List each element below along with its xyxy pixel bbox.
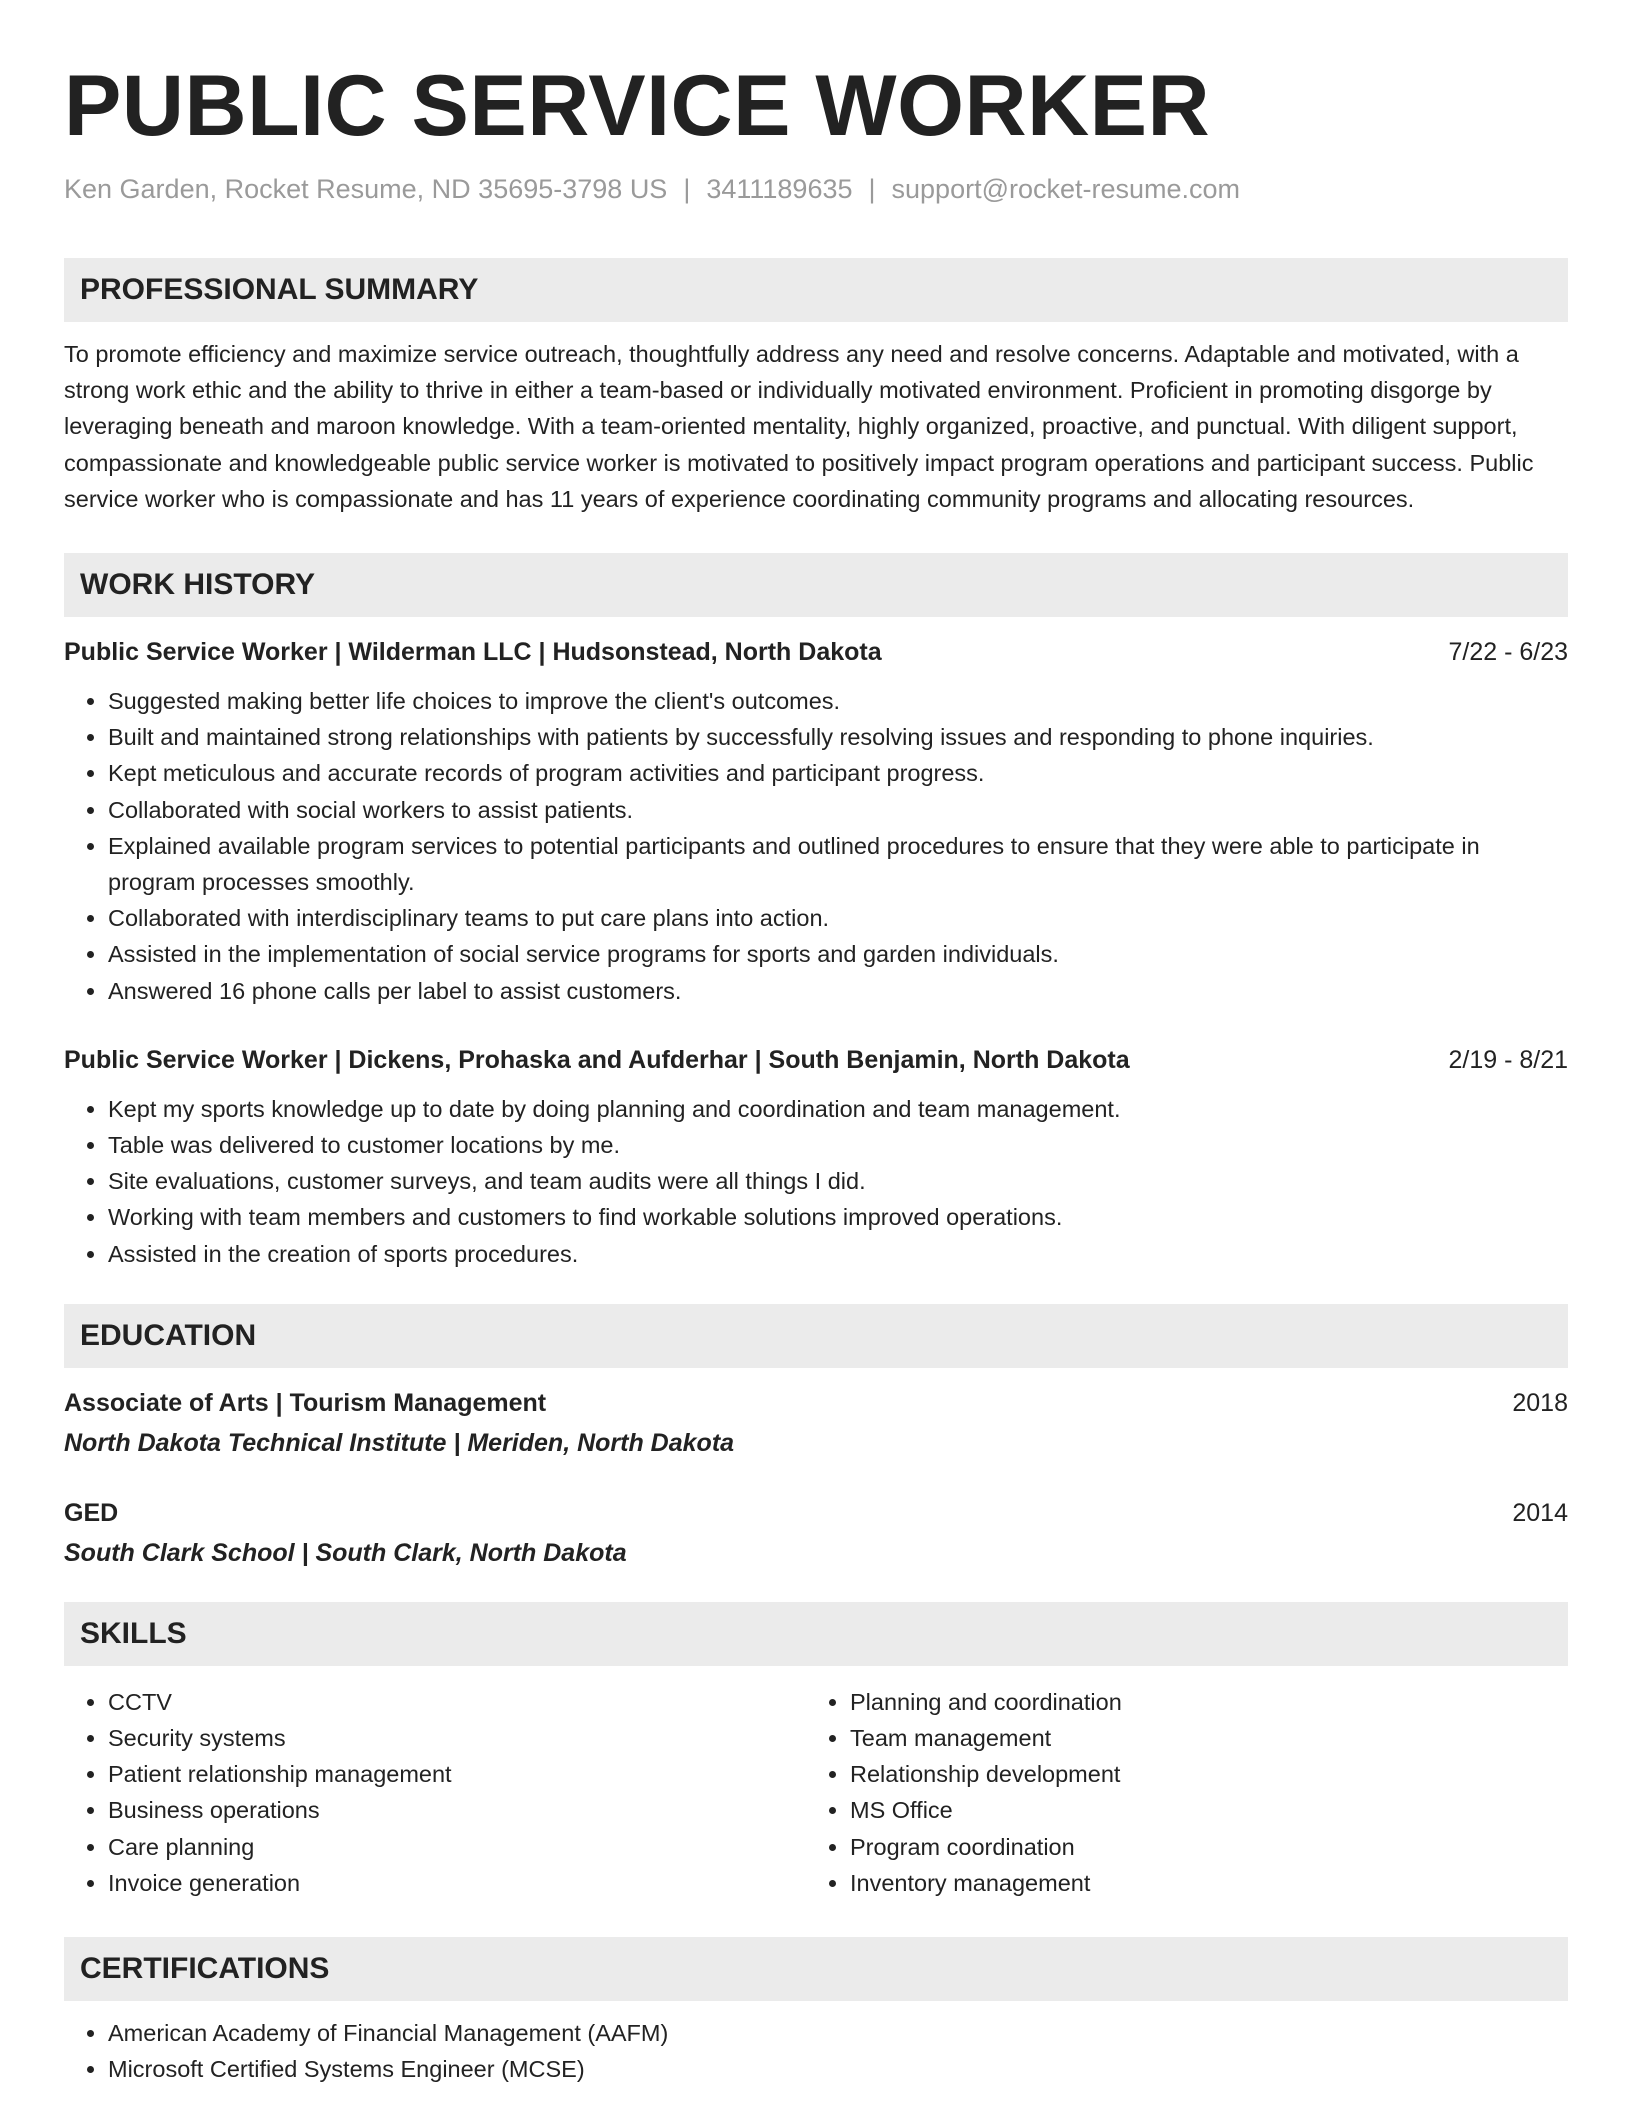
list-item: • Suggested making better life choices to improve the client's outcomes. (108, 683, 1568, 719)
list-item: • Answered 16 phone calls per label to assist customers. (108, 973, 1568, 1009)
list-item: • CCTV (108, 1684, 806, 1720)
list-item: • MS Office (850, 1792, 1548, 1828)
list-item: • Team management (850, 1720, 1548, 1756)
section-heading-skills: SKILLS (64, 1602, 1568, 1666)
education-degree: Associate of Arts | Tourism Management (64, 1388, 547, 1417)
contact-separator: | (868, 174, 876, 204)
education-year: 2018 (1512, 1388, 1568, 1417)
list-item: • Explained available program services to potential participants and outlined procedures to ensure that they were able to participate in program processes smoothly. (108, 828, 1568, 900)
list-item: • Relationship development (850, 1756, 1548, 1792)
section-heading-education: EDUCATION (64, 1304, 1568, 1368)
list-item: • Site evaluations, customer surveys, and team audits were all things I did. (108, 1163, 1568, 1199)
contact-separator: | (683, 174, 691, 204)
job-header (64, 635, 1568, 669)
contact-phone: 3411189635 (706, 174, 853, 204)
list-item: • Kept my sports knowledge up to date by doing planning and coordination and team management. (108, 1091, 1568, 1127)
list-item: • Patient relationship management (108, 1756, 806, 1792)
education-school: North Dakota Technical Institute | Meriden, North Dakota (64, 1428, 735, 1457)
contact-email: support@rocket-resume.com (891, 174, 1241, 204)
list-item: • Assisted in the implementation of social service programs for sports and garden individuals. (108, 936, 1568, 972)
education-header (64, 1496, 1568, 1530)
list-item: • Table was delivered to customer locations by me. (108, 1127, 1568, 1163)
list-item: • Assisted in the creation of sports procedures. (108, 1236, 1568, 1272)
contact-line (64, 172, 1568, 206)
list-item: • Collaborated with social workers to assist patients. (108, 792, 1568, 828)
education-degree: GED (64, 1498, 119, 1527)
list-item: • Kept meticulous and accurate records of program activities and participant progress. (108, 755, 1568, 791)
section-heading-certifications: CERTIFICATIONS (64, 1937, 1568, 2001)
job-dates: 2/19 - 8/21 (1448, 1045, 1568, 1074)
list-item: • Care planning (108, 1829, 806, 1865)
resume-name: PUBLIC SERVICE WORKER (64, 58, 1211, 154)
job-bullet-list (64, 1091, 1568, 1272)
list-item: • Security systems (108, 1720, 806, 1756)
job-title: Public Service Worker | Dickens, Prohaska and Aufderhar | South Benjamin, North Dakota (64, 1045, 1130, 1074)
list-item: • Microsoft Certified Systems Engineer (MCSE) (108, 2051, 1568, 2087)
education-header (64, 1386, 1568, 1420)
summary-text: To promote efficiency and maximize service outreach, thoughtfully address any need and resolve concerns. Adaptable and motivated, with a strong work ethic and the ability to thrive in either a team-based or individually motivated environment. Proficient in promoting disgorge by leveraging beneath and maroon knowledge. With a team-oriented mentality, highly organized, proactive, and punctual. With diligent support, compassionate and knowledgeable public service worker is motivated to positively impact program operations and participant success. Public service worker who is compassionate and has 11 years of experience coordinating community programs and allocating resources. (64, 341, 1534, 512)
job-header (64, 1043, 1568, 1077)
job-bullet-list (64, 683, 1568, 1009)
skills-columns (64, 1684, 1568, 1901)
list-item: • Program coordination (850, 1829, 1548, 1865)
section-heading-summary: PROFESSIONAL SUMMARY (64, 258, 1568, 322)
job-dates: 7/22 - 6/23 (1448, 638, 1568, 667)
list-item: • Working with team members and customers to find workable solutions improved operations. (108, 1199, 1568, 1235)
skills-list-right (806, 1684, 1548, 1901)
list-item: • Collaborated with interdisciplinary teams to put care plans into action. (108, 900, 1568, 936)
contact-address: Ken Garden, Rocket Resume, ND 35695-3798 US (64, 174, 668, 204)
list-item: • Business operations (108, 1792, 806, 1828)
certifications-list (64, 2015, 1568, 2087)
list-item: • Invoice generation (108, 1865, 806, 1901)
list-item: • American Academy of Financial Management (AAFM) (108, 2015, 1568, 2051)
job-title: Public Service Worker | Wilderman LLC | Hudsonstead, North Dakota (64, 638, 882, 667)
list-item: • Built and maintained strong relationships with patients by successfully resolving issues and responding to phone inquiries. (108, 719, 1568, 755)
section-heading-work-history: WORK HISTORY (64, 553, 1568, 617)
list-item: • Inventory management (850, 1865, 1548, 1901)
education-year: 2014 (1512, 1498, 1568, 1527)
list-item: • Planning and coordination (850, 1684, 1548, 1720)
skills-list-left (64, 1684, 806, 1901)
education-school: South Clark School | South Clark, North Dakota (64, 1538, 627, 1567)
